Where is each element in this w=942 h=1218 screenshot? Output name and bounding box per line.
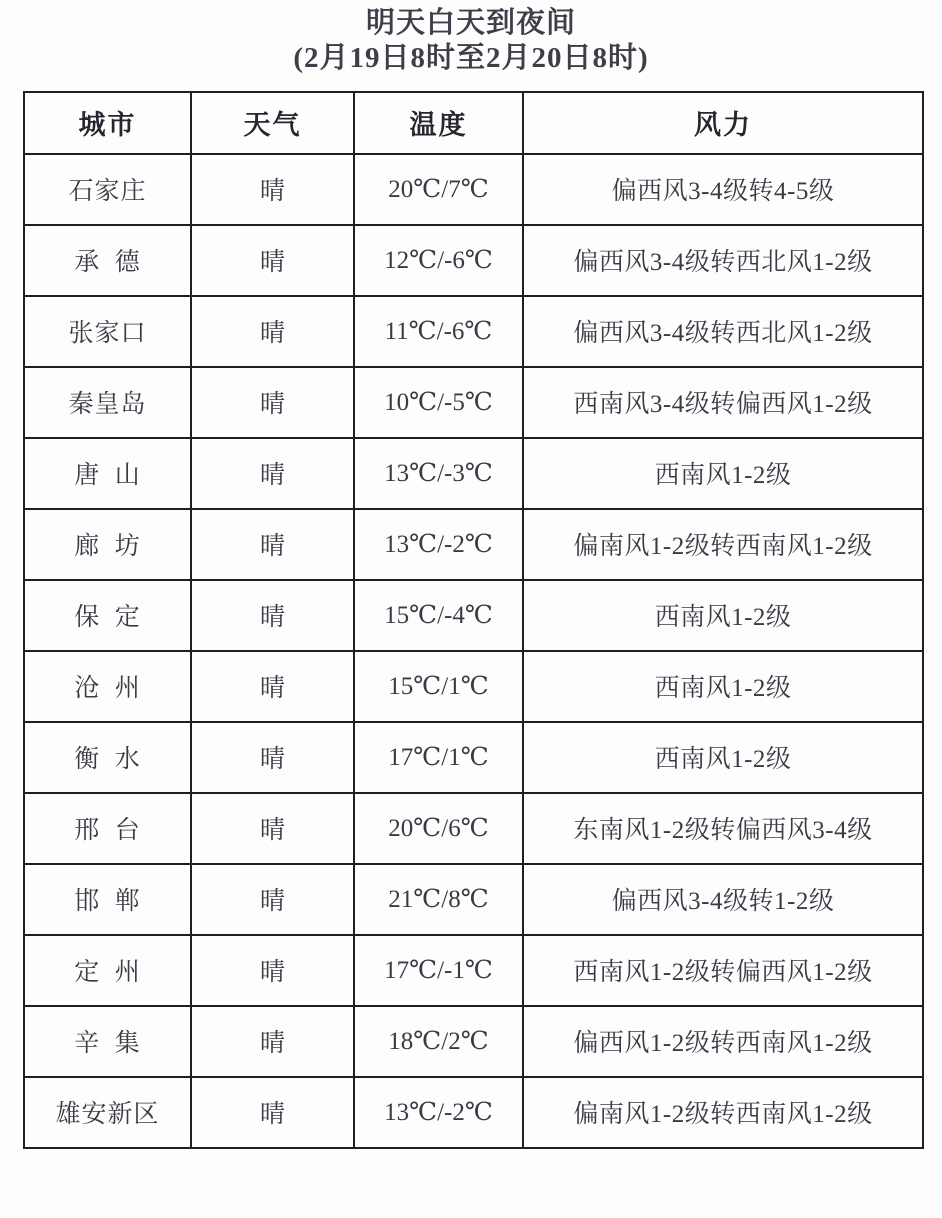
table-row [24,580,923,651]
city-cell: 秦皇岛 [24,367,191,438]
temperature-cell: 18℃/2℃ [354,1006,523,1077]
weather-cell: 晴 [191,225,354,296]
table-row [24,438,923,509]
weather-cell: 晴 [191,438,354,509]
city-cell: 沧 州 [24,651,191,722]
weather-cell: 晴 [191,722,354,793]
temperature-cell: 11℃/-6℃ [354,296,523,367]
city-cell: 承 德 [24,225,191,296]
wind-cell: 西南风1-2级 [523,651,923,722]
wind-cell: 东南风1-2级转偏西风3-4级 [523,793,923,864]
wind-cell: 偏南风1-2级转西南风1-2级 [523,509,923,580]
header-row [24,92,923,154]
weather-cell: 晴 [191,651,354,722]
wind-cell: 西南风3-4级转偏西风1-2级 [523,367,923,438]
col-header-city: 城市 [24,92,191,154]
wind-cell: 偏西风3-4级转4-5级 [523,154,923,225]
weather-cell: 晴 [191,1077,354,1148]
city-cell: 辛 集 [24,1006,191,1077]
city-cell: 邢 台 [24,793,191,864]
temperature-cell: 20℃/6℃ [354,793,523,864]
weather-cell: 晴 [191,864,354,935]
temperature-cell: 12℃/-6℃ [354,225,523,296]
table-row [24,651,923,722]
weather-cell: 晴 [191,580,354,651]
forecast-table-body [24,154,923,1148]
wind-cell: 偏西风3-4级转西北风1-2级 [523,296,923,367]
weather-cell: 晴 [191,154,354,225]
temperature-cell: 10℃/-5℃ [354,367,523,438]
table-row [24,509,923,580]
weather-cell: 晴 [191,509,354,580]
city-cell: 邯 郸 [24,864,191,935]
wind-cell: 偏西风3-4级转西北风1-2级 [523,225,923,296]
weather-cell: 晴 [191,1006,354,1077]
temperature-cell: 13℃/-2℃ [354,1077,523,1148]
table-row [24,296,923,367]
city-cell: 衡 水 [24,722,191,793]
table-row [24,793,923,864]
title-line2: (2月19日8时至2月20日8时) [293,42,649,75]
wind-cell: 西南风1-2级 [523,722,923,793]
wind-cell: 西南风1-2级 [523,580,923,651]
temperature-cell: 15℃/-4℃ [354,580,523,651]
table-row [24,935,923,1006]
wind-cell: 偏西风1-2级转西南风1-2级 [523,1006,923,1077]
weather-cell: 晴 [191,793,354,864]
city-cell: 石家庄 [24,154,191,225]
table-row [24,864,923,935]
city-cell: 雄安新区 [24,1077,191,1148]
city-cell: 张家口 [24,296,191,367]
forecast-table [23,91,924,1149]
col-header-weather: 天气 [191,92,354,154]
wind-cell: 西南风1-2级 [523,438,923,509]
title-line1: 明天白天到夜间 [365,7,576,39]
temperature-cell: 13℃/-2℃ [354,509,523,580]
city-cell: 唐 山 [24,438,191,509]
temperature-cell: 21℃/8℃ [354,864,523,935]
temperature-cell: 20℃/7℃ [354,154,523,225]
temperature-cell: 17℃/1℃ [354,722,523,793]
page-title [0,0,942,77]
city-cell: 廊 坊 [24,509,191,580]
col-header-temperature: 温度 [354,92,523,154]
temperature-cell: 15℃/1℃ [354,651,523,722]
wind-cell: 西南风1-2级转偏西风1-2级 [523,935,923,1006]
table-row [24,722,923,793]
table-row [24,154,923,225]
weather-cell: 晴 [191,367,354,438]
weather-cell: 晴 [191,296,354,367]
table-row [24,225,923,296]
table-row [24,1006,923,1077]
wind-cell: 偏南风1-2级转西南风1-2级 [523,1077,923,1148]
temperature-cell: 17℃/-1℃ [354,935,523,1006]
city-cell: 保 定 [24,580,191,651]
temperature-cell: 13℃/-3℃ [354,438,523,509]
table-row [24,367,923,438]
weather-cell: 晴 [191,935,354,1006]
city-cell: 定 州 [24,935,191,1006]
wind-cell: 偏西风3-4级转1-2级 [523,864,923,935]
table-row [24,1077,923,1148]
col-header-wind: 风力 [523,92,923,154]
